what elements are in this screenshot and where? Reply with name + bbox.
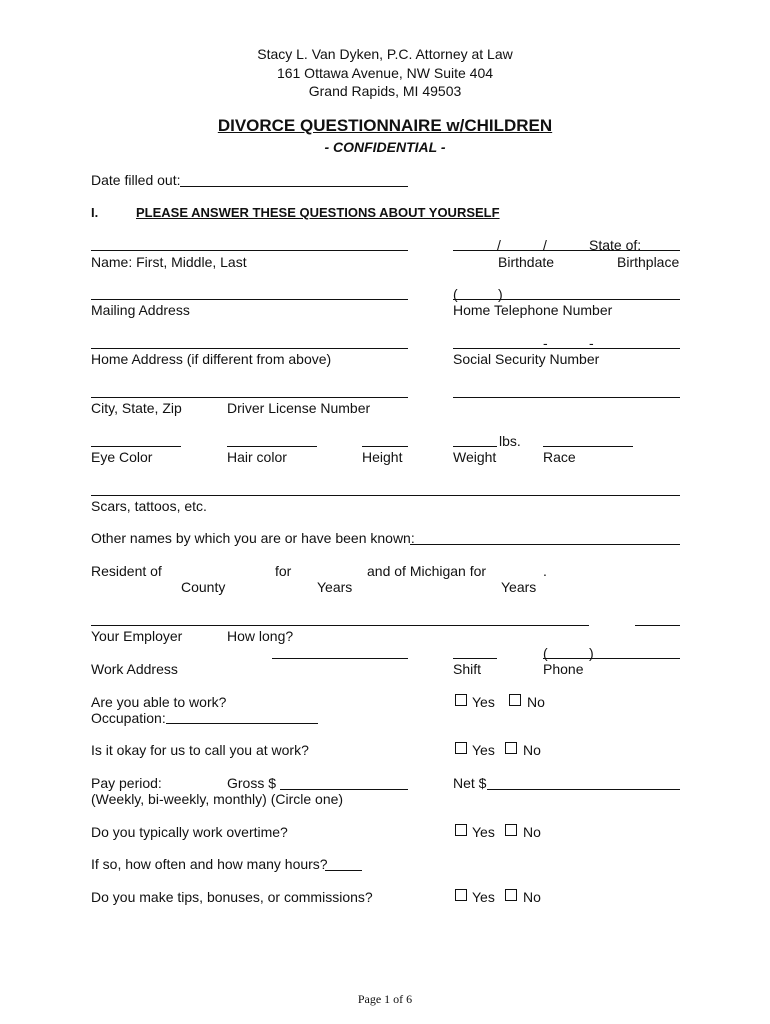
birth-slash-2: / <box>543 237 547 253</box>
firm-street: 161 Ottawa Avenue, NW Suite 404 <box>276 65 494 81</box>
call-at-work-no-label: No <box>523 742 541 758</box>
name-field[interactable] <box>91 250 408 251</box>
gross-field[interactable] <box>280 789 408 790</box>
weight-label: Weight <box>453 449 497 465</box>
net-label: Net $ <box>453 775 487 791</box>
driver-license-field[interactable] <box>453 397 680 398</box>
work-address-label: Work Address <box>91 661 178 677</box>
overtime-no-checkbox[interactable] <box>505 824 517 836</box>
gross-label: Gross $ <box>227 775 277 791</box>
how-often-label: If so, how often and how many hours? <box>91 856 328 872</box>
able-to-work-yes-label: Yes <box>472 694 495 710</box>
section-heading: PLEASE ANSWER THESE QUESTIONS ABOUT YOURSELF <box>136 205 500 220</box>
page-title: DIVORCE QUESTIONNAIRE w/CHILDREN <box>217 116 553 135</box>
birthdate-field[interactable] <box>453 250 680 251</box>
page-subtitle: - CONFIDENTIAL - <box>324 139 446 155</box>
how-long-label: How long? <box>227 628 294 644</box>
mailing-address-label: Mailing Address <box>91 302 190 318</box>
birthplace-label: Birthplace <box>617 254 680 270</box>
firm-city: Grand Rapids, MI 49503 <box>308 83 462 99</box>
race-field[interactable] <box>543 446 633 447</box>
able-to-work-no-checkbox[interactable] <box>509 694 521 706</box>
tips-yes-label: Yes <box>472 889 495 905</box>
mailing-address-field[interactable] <box>91 299 408 300</box>
race-label: Race <box>543 449 576 465</box>
overtime-label: Do you typically work overtime? <box>91 824 288 840</box>
tips-no-checkbox[interactable] <box>505 889 517 901</box>
able-to-work-label: Are you able to work? <box>91 694 227 710</box>
employer-label: Your Employer <box>91 628 183 644</box>
height-label: Height <box>362 449 403 465</box>
years-label-1: Years <box>317 579 353 595</box>
name-label: Name: First, Middle, Last <box>91 254 247 270</box>
call-at-work-label: Is it okay for us to call you at work? <box>91 742 309 758</box>
pay-period-label: Pay period: <box>91 775 162 791</box>
eye-color-field[interactable] <box>91 446 181 447</box>
residency-period: . <box>543 563 547 579</box>
pay-options-label: (Weekly, bi-weekly, monthly) (Circle one) <box>91 791 344 807</box>
city-state-zip-label: City, State, Zip <box>91 400 182 416</box>
tips-label: Do you make tips, bonuses, or commissions? <box>91 889 373 905</box>
ssn-field[interactable] <box>453 348 680 349</box>
birth-slash-1: / <box>497 237 501 253</box>
date-filled-label: Date filled out: <box>91 172 181 188</box>
hair-color-label: Hair color <box>227 449 287 465</box>
page-number: Page 1 of 6 <box>357 992 413 1006</box>
scars-field[interactable] <box>91 495 680 496</box>
county-label: County <box>181 579 226 595</box>
phone-label: Phone <box>543 661 584 677</box>
driver-license-label: Driver License Number <box>227 400 371 416</box>
birthdate-label: Birthdate <box>498 254 555 270</box>
able-to-work-no-label: No <box>527 694 545 710</box>
ssn-dash-1: - <box>543 335 548 351</box>
phone-open-paren: ( <box>453 286 458 302</box>
home-phone-field[interactable] <box>453 299 680 300</box>
work-phone-close-paren: ) <box>589 645 594 661</box>
occupation-label: Occupation: <box>91 710 166 726</box>
call-at-work-yes-label: Yes <box>472 742 495 758</box>
how-often-field[interactable] <box>325 870 362 871</box>
home-address-label: Home Address (if different from above) <box>91 351 332 367</box>
work-phone-open-paren: ( <box>543 645 548 661</box>
shift-field[interactable] <box>453 658 497 659</box>
overtime-yes-label: Yes <box>472 824 495 840</box>
weight-field[interactable] <box>453 446 497 447</box>
call-at-work-no-checkbox[interactable] <box>505 742 517 754</box>
overtime-no-label: No <box>523 824 541 840</box>
years-label-2: Years <box>501 579 537 595</box>
scars-label: Scars, tattoos, etc. <box>91 498 207 514</box>
home-phone-label: Home Telephone Number <box>453 302 613 318</box>
other-names-field[interactable] <box>410 544 680 545</box>
section-number: I. <box>91 205 99 220</box>
able-to-work-yes-checkbox[interactable] <box>455 694 467 706</box>
home-address-field[interactable] <box>91 348 408 349</box>
tips-no-label: No <box>523 889 541 905</box>
other-names-label: Other names by which you are or have been known: <box>91 530 415 546</box>
ssn-label: Social Security Number <box>453 351 600 367</box>
call-at-work-yes-checkbox[interactable] <box>455 742 467 754</box>
resident-of-label: Resident of <box>91 563 162 579</box>
phone-close-paren: ) <box>498 286 503 302</box>
net-field[interactable] <box>487 789 680 790</box>
resident-for-label: for <box>275 563 292 579</box>
michigan-for-label: and of Michigan for <box>367 563 487 579</box>
eye-color-label: Eye Color <box>91 449 153 465</box>
hair-color-field[interactable] <box>227 446 317 447</box>
date-filled-field[interactable] <box>180 186 408 187</box>
tips-yes-checkbox[interactable] <box>455 889 467 901</box>
city-state-zip-field[interactable] <box>91 397 408 398</box>
firm-name: Stacy L. Van Dyken, P.C. Attorney at Law <box>257 46 513 62</box>
ssn-dash-2: - <box>589 335 594 351</box>
work-address-field[interactable] <box>272 658 408 659</box>
shift-label: Shift <box>453 661 482 677</box>
occupation-field[interactable] <box>166 723 318 724</box>
work-phone-field[interactable] <box>543 658 680 659</box>
employer-field[interactable] <box>91 625 589 626</box>
height-field[interactable] <box>362 446 408 447</box>
overtime-yes-checkbox[interactable] <box>455 824 467 836</box>
how-long-field[interactable] <box>635 625 680 626</box>
lbs-label: lbs. <box>499 433 521 449</box>
state-of-label: State of: <box>589 237 642 253</box>
